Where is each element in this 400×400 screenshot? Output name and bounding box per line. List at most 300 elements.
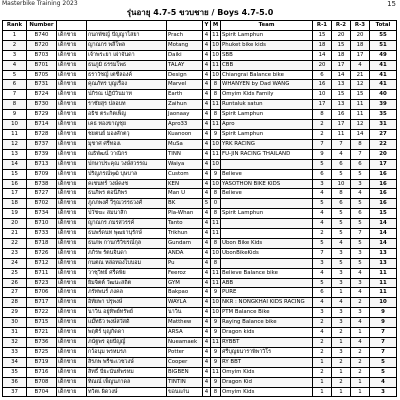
cell-team: PURE <box>221 288 313 298</box>
cell-age-months: 11 <box>211 120 221 130</box>
cell-team: SBB <box>221 50 313 60</box>
cell-age-months: 9 <box>211 347 221 357</box>
cell-r3: 1 <box>351 387 370 397</box>
cell-rank: 6 <box>3 80 27 90</box>
cell-r3: 6 <box>351 159 370 169</box>
table-row <box>3 50 397 60</box>
cell-prefix: เด็กชาย <box>57 248 87 258</box>
cell-r3: 4 <box>351 189 370 199</box>
cell-age-years: 4 <box>203 169 211 179</box>
cell-r2: 13 <box>332 100 351 110</box>
cell-rank: 25 <box>3 268 27 278</box>
cell-r2: 1 <box>332 288 351 298</box>
cell-number: B724 <box>27 90 57 100</box>
header-number: Number <box>27 21 57 31</box>
cell-number: B710 <box>27 219 57 229</box>
cell-r1: 4 <box>313 189 332 199</box>
cell-prefix: เด็กชาย <box>57 377 87 387</box>
cell-prefix: เด็กชาย <box>57 367 87 377</box>
cell-age-years: 5 <box>203 199 211 209</box>
cell-prefix: เด็กชาย <box>57 70 87 80</box>
cell-prefix: เด็กชาย <box>57 229 87 239</box>
cell-age-months: 11 <box>211 268 221 278</box>
cell-age-months: 0 <box>211 199 221 209</box>
cell-team: Spirit Lamphun <box>221 30 313 40</box>
cell-total: 14 <box>370 229 397 239</box>
cell-name: ชยตนย์ มองศักตวุ <box>87 129 167 139</box>
cell-name: ธนพร์ดนท พุฒยานุรักษ์ <box>87 229 167 239</box>
cell-r3: 18 <box>351 40 370 50</box>
cell-name: ภรัทพนร์ ภงคล <box>87 288 167 298</box>
cell-age-months: 10 <box>211 248 221 258</box>
table-row <box>3 308 397 318</box>
page-number: 15 <box>387 0 396 8</box>
document-header <box>0 0 400 8</box>
cell-age-years: 4 <box>203 248 211 258</box>
cell-number: B705 <box>27 70 57 80</box>
cell-nickname: นาวิน <box>167 308 203 318</box>
cell-prefix: เด็กชาย <box>57 189 87 199</box>
cell-r1: 4 <box>313 209 332 219</box>
cell-age-years: 4 <box>203 278 211 288</box>
cell-age-months: 10 <box>211 50 221 60</box>
cell-r1: 2 <box>313 120 332 130</box>
cell-rank: 7 <box>3 90 27 100</box>
cell-age-years: 4 <box>203 100 211 110</box>
cell-r2: 6 <box>332 159 351 169</box>
cell-age-years: 4 <box>203 110 211 120</box>
cell-age-months: 8 <box>211 387 221 397</box>
cell-nickname: KEN <box>167 179 203 189</box>
cell-age-years: 4 <box>203 120 211 130</box>
cell-r2: 2 <box>332 328 351 338</box>
cell-total: 16 <box>370 199 397 209</box>
cell-r3: 3 <box>351 179 370 189</box>
cell-total: 5 <box>370 367 397 377</box>
cell-name: กนกพัชญ์ ปัญญาไสยา <box>87 30 167 40</box>
cell-rank: 23 <box>3 248 27 258</box>
cell-rank: 18 <box>3 199 27 209</box>
cell-rank: 21 <box>3 229 27 239</box>
cell-name: เจ้าพระยา เผ่าจันดา <box>87 50 167 60</box>
cell-r2: 15 <box>332 40 351 50</box>
cell-age-years: 4 <box>203 179 211 189</box>
cell-r3: 20 <box>351 30 370 40</box>
cell-age-years: 4 <box>203 347 211 357</box>
cell-team: RYBBT <box>221 338 313 348</box>
cell-r3: 7 <box>351 229 370 239</box>
cell-age-months: 11 <box>211 149 221 159</box>
cell-r1: 15 <box>313 30 332 40</box>
cell-name: ธราวัชญ์ เตชีลองค์ <box>87 70 167 80</box>
cell-age-months: 10 <box>211 308 221 318</box>
table-row <box>3 238 397 248</box>
cell-number: B733 <box>27 229 57 239</box>
cell-number: B711 <box>27 268 57 278</box>
cell-team: Believe <box>221 169 313 179</box>
cell-age-months: 9 <box>211 288 221 298</box>
cell-total: 9 <box>370 318 397 328</box>
cell-prefix: เด็กชาย <box>57 50 87 60</box>
cell-r2: 5 <box>332 258 351 268</box>
cell-rank: 31 <box>3 328 27 338</box>
cell-name: สิรภพ พรีชะเวชวงษ์ <box>87 357 167 367</box>
cell-name: ทิณณ์ เพ็ญนภาดล <box>87 377 167 387</box>
cell-prefix: เด็กชาย <box>57 100 87 110</box>
table-row <box>3 258 397 268</box>
cell-number: B704 <box>27 387 57 397</box>
cell-nickname: Tanto <box>167 219 203 229</box>
cell-r1: 7 <box>313 248 332 258</box>
cell-prefix: เด็กชาย <box>57 258 87 268</box>
cell-number: B701 <box>27 60 57 70</box>
cell-nickname: Kuanoon <box>167 129 203 139</box>
cell-rank: 3 <box>3 50 27 60</box>
cell-r2: 17 <box>332 60 351 70</box>
cell-number: B729 <box>27 110 57 120</box>
cell-number: B727 <box>27 189 57 199</box>
cell-total: 41 <box>370 70 397 80</box>
cell-r2: 3 <box>332 308 351 318</box>
cell-team: Spirit Lamphun <box>221 110 313 120</box>
cell-r1: 3 <box>313 179 332 189</box>
cell-age-years: 4 <box>203 80 211 90</box>
cell-r3: 4 <box>351 338 370 348</box>
cell-team: CBB <box>221 60 313 70</box>
cell-rank: 20 <box>3 219 27 229</box>
cell-r3: 11 <box>351 110 370 120</box>
cell-nickname: TALAY <box>167 60 203 70</box>
header-blank-1 <box>57 21 87 31</box>
cell-age-months: 11 <box>211 30 221 40</box>
cell-number: B728 <box>27 129 57 139</box>
cell-age-years: 4 <box>203 387 211 397</box>
cell-r2: 1 <box>332 338 351 348</box>
cell-age-months: 9 <box>211 129 221 139</box>
cell-name: สิทธิ์ ปัยะนันท์พรหม <box>87 367 167 377</box>
cell-age-years: 4 <box>203 219 211 229</box>
cell-r3: 2 <box>351 357 370 367</box>
cell-rank: 8 <box>3 100 27 110</box>
cell-total: 7 <box>370 347 397 357</box>
cell-team <box>221 258 313 268</box>
cell-number: B726 <box>27 248 57 258</box>
cell-team: Omyim Kids <box>221 387 313 397</box>
cell-r2: 11 <box>332 129 351 139</box>
cell-r3: 5 <box>351 199 370 209</box>
cell-team: Believe <box>221 189 313 199</box>
cell-r3: 8 <box>351 139 370 149</box>
cell-r1: 6 <box>313 70 332 80</box>
cell-nickname: Design <box>167 70 203 80</box>
cell-nickname: ARSA <box>167 328 203 338</box>
cell-r2: 7 <box>332 139 351 149</box>
cell-age-years: 4 <box>203 209 211 219</box>
cell-r2: 8 <box>332 189 351 199</box>
cell-r1: 5 <box>313 199 332 209</box>
table-row <box>3 278 397 288</box>
cell-r1: 8 <box>313 110 332 120</box>
cell-team <box>221 159 313 169</box>
cell-total: 13 <box>370 258 397 268</box>
cell-nickname: Waiya <box>167 159 203 169</box>
cell-prefix: เด็กชาย <box>57 129 87 139</box>
cell-total: 31 <box>370 120 397 130</box>
cell-age-years: 4 <box>203 338 211 348</box>
cell-team: Spirit Lamphun <box>221 209 313 219</box>
cell-total: 51 <box>370 40 397 50</box>
cell-age-years: 4 <box>203 308 211 318</box>
cell-team: FU-JIN RACING THAILAND <box>221 149 313 159</box>
cell-team: Runtaluk satun <box>221 100 313 110</box>
cell-r1: 20 <box>313 60 332 70</box>
cell-name: เคธ ทองขาญชุย <box>87 120 167 130</box>
cell-age-years: 4 <box>203 159 211 169</box>
cell-r1: 4 <box>313 328 332 338</box>
cell-name: ณธิพัฒน์ วาณิกร <box>87 149 167 159</box>
cell-name: ภภิรพ รัตนจินดา <box>87 248 167 258</box>
cell-r2: 4 <box>332 149 351 159</box>
cell-age-months: 10 <box>211 139 221 149</box>
cell-nickname: ANDA <box>167 248 203 258</box>
table-row <box>3 40 397 50</box>
page-title: รุ่นอายุ 4.7-5 ขวบชาย / Boys 4.7-5.0 <box>126 8 274 17</box>
cell-nickname: Cooper <box>167 357 203 367</box>
cell-rank: 22 <box>3 238 27 248</box>
table-row <box>3 90 397 100</box>
table-row <box>3 30 397 40</box>
cell-r3: 2 <box>351 298 370 308</box>
cell-total: 17 <box>370 159 397 169</box>
cell-prefix: เด็กชาย <box>57 268 87 278</box>
table-row <box>3 248 397 258</box>
cell-name: ปวัชฆะ สมนาสิก <box>87 209 167 219</box>
cell-r3: 12 <box>351 80 370 90</box>
cell-r3: 4 <box>351 268 370 278</box>
cell-r2: 3 <box>332 278 351 288</box>
cell-age-years: 4 <box>203 298 211 308</box>
cell-prefix: เด็กชาย <box>57 308 87 318</box>
cell-nickname: TINTIN <box>167 377 203 387</box>
cell-r3: 2 <box>351 347 370 357</box>
cell-total: 41 <box>370 80 397 90</box>
cell-age-months: 11 <box>211 367 221 377</box>
cell-nickname: Man U <box>167 189 203 199</box>
header-left-text: Masterbike Training 2023 <box>2 0 78 7</box>
cell-age-years: 4 <box>203 70 211 80</box>
cell-r3: 3 <box>351 278 370 288</box>
cell-prefix: เด็กชาย <box>57 169 87 179</box>
cell-r1: 2 <box>313 318 332 328</box>
cell-age-months: 11 <box>211 278 221 288</box>
cell-team: PTM Balance Bike <box>221 308 313 318</box>
cell-r2: 3 <box>332 248 351 258</box>
cell-number: B702 <box>27 199 57 209</box>
cell-age-months: 8 <box>211 238 221 248</box>
cell-nickname: Prach <box>167 30 203 40</box>
cell-prefix: เด็กชาย <box>57 90 87 100</box>
table-row <box>3 80 397 90</box>
header-y: Y <box>203 21 211 31</box>
cell-team: Apro <box>221 120 313 130</box>
cell-name: ปริญภรณ์พุฒิ บุษบาล <box>87 169 167 179</box>
cell-r1: 10 <box>313 90 332 100</box>
cell-prefix: เด็กชาย <box>57 159 87 169</box>
cell-r3: 4 <box>351 288 370 298</box>
cell-prefix: เด็กชาย <box>57 278 87 288</box>
header-r1: R-1 <box>313 21 332 31</box>
cell-total: 41 <box>370 60 397 70</box>
cell-name: ธนภิพร ตอนีภิพร <box>87 189 167 199</box>
table-row <box>3 129 397 139</box>
cell-number: B718 <box>27 238 57 248</box>
cell-nickname: Motang <box>167 40 203 50</box>
table-row <box>3 179 397 189</box>
cell-team: UbonBikeKids <box>221 248 313 258</box>
cell-team: ศรีบุญยนาราพิพาวิโร <box>221 347 313 357</box>
cell-rank: 17 <box>3 189 27 199</box>
cell-r3: 11 <box>351 100 370 110</box>
cell-age-years: 4 <box>203 149 211 159</box>
cell-age-months: 10 <box>211 40 221 50</box>
cell-age-years: 4 <box>203 268 211 278</box>
cell-rank: 11 <box>3 129 27 139</box>
cell-nickname: TINN <box>167 149 203 159</box>
cell-r2: 1 <box>332 367 351 377</box>
table-row <box>3 60 397 70</box>
cell-rank: 14 <box>3 159 27 169</box>
cell-nickname: Potter <box>167 347 203 357</box>
cell-number: B717 <box>27 298 57 308</box>
cell-prefix: เด็กชาย <box>57 60 87 70</box>
results-table <box>2 20 397 397</box>
cell-rank: 37 <box>3 387 27 397</box>
cell-nickname: Pu <box>167 258 203 268</box>
cell-prefix: เด็กชาย <box>57 40 87 50</box>
cell-r3: 5 <box>351 219 370 229</box>
cell-r1: 6 <box>313 169 332 179</box>
cell-rank: 16 <box>3 179 27 189</box>
cell-r3: 7 <box>351 149 370 159</box>
cell-name: ภนัฐพร อุยปัญญ์ <box>87 338 167 348</box>
cell-number: B720 <box>27 40 57 50</box>
table-row <box>3 199 397 209</box>
cell-age-years: 4 <box>203 357 211 367</box>
cell-total: 13 <box>370 248 397 258</box>
cell-prefix: เด็กชาย <box>57 238 87 248</box>
cell-total: 40 <box>370 90 397 100</box>
cell-age-months: 10 <box>211 159 221 169</box>
cell-team <box>221 199 313 209</box>
cell-rank: 36 <box>3 377 27 387</box>
cell-prefix: เด็กชาย <box>57 209 87 219</box>
cell-number: B716 <box>27 367 57 377</box>
table-row <box>3 149 397 159</box>
cell-number: B734 <box>27 209 57 219</box>
cell-prefix: เด็กชาย <box>57 298 87 308</box>
cell-rank: 27 <box>3 288 27 298</box>
cell-nickname: ขอนแก่น <box>167 387 203 397</box>
cell-prefix: เด็กชาย <box>57 328 87 338</box>
cell-age-months: 8 <box>211 209 221 219</box>
table-row <box>3 219 397 229</box>
cell-age-years: 4 <box>203 129 211 139</box>
cell-age-years: 4 <box>203 229 211 239</box>
cell-rank: 33 <box>3 347 27 357</box>
table-row <box>3 229 397 239</box>
cell-r3: 17 <box>351 50 370 60</box>
cell-number: B719 <box>27 357 57 367</box>
cell-rank: 12 <box>3 139 27 149</box>
cell-r1: 17 <box>313 100 332 110</box>
cell-r2: 2 <box>332 377 351 387</box>
cell-nickname: BK <box>167 199 203 209</box>
cell-r3: 21 <box>351 70 370 80</box>
cell-nickname: Zaihun <box>167 100 203 110</box>
cell-name: คุณภัทร บุญเรือง <box>87 80 167 90</box>
cell-age-months: 10 <box>211 298 221 308</box>
cell-number: B736 <box>27 338 57 348</box>
cell-rank: 15 <box>3 169 27 179</box>
cell-r1: 7 <box>313 139 332 149</box>
cell-r3: 3 <box>351 248 370 258</box>
cell-number: B715 <box>27 318 57 328</box>
cell-r1: 2 <box>313 338 332 348</box>
cell-r2: 18 <box>332 50 351 60</box>
header-nickname <box>167 21 203 31</box>
cell-nickname: Earth <box>167 90 203 100</box>
cell-r2: 17 <box>332 120 351 130</box>
cell-total: 10 <box>370 298 397 308</box>
cell-r3: 1 <box>351 377 370 387</box>
cell-rank: 10 <box>3 120 27 130</box>
cell-number: B706 <box>27 288 57 298</box>
cell-age-months: 9 <box>211 169 221 179</box>
cell-number: B709 <box>27 169 57 179</box>
table-row <box>3 357 397 367</box>
table-row <box>3 387 397 397</box>
cell-r3: 12 <box>351 120 370 130</box>
cell-name: ปภิรณ ปฏิบัวินมาท <box>87 90 167 100</box>
cell-age-years: 4 <box>203 90 211 100</box>
cell-age-years: 4 <box>203 60 211 70</box>
header-m: M <box>211 21 221 31</box>
cell-age-months: 11 <box>211 219 221 229</box>
cell-team: Spirit Lamphun <box>221 129 313 139</box>
cell-age-years: 4 <box>203 238 211 248</box>
cell-team: ABB <box>221 278 313 288</box>
cell-age-months: 8 <box>211 258 221 268</box>
cell-number: B725 <box>27 347 57 357</box>
cell-prefix: เด็กชาย <box>57 110 87 120</box>
cell-r2: 1 <box>332 387 351 397</box>
cell-team <box>221 229 313 239</box>
cell-name: แม๊ทธิว พงษ์สวัสดิ <box>87 318 167 328</box>
cell-rank: 26 <box>3 278 27 288</box>
cell-team: Phuket bike kids <box>221 40 313 50</box>
header-r2: R-2 <box>332 21 351 31</box>
cell-nickname: Nueamaek <box>167 338 203 348</box>
cell-age-months: 11 <box>211 60 221 70</box>
cell-r3: 4 <box>351 60 370 70</box>
cell-name: อธิช ตระกิตเพ็ญ <box>87 110 167 120</box>
cell-total: 11 <box>370 268 397 278</box>
cell-r2: 5 <box>332 219 351 229</box>
cell-r2: 10 <box>332 179 351 189</box>
cell-nickname: Feeroz <box>167 268 203 278</box>
cell-r2: 2 <box>332 357 351 367</box>
cell-name: พฤติร์ บุญกิดดา <box>87 328 167 338</box>
